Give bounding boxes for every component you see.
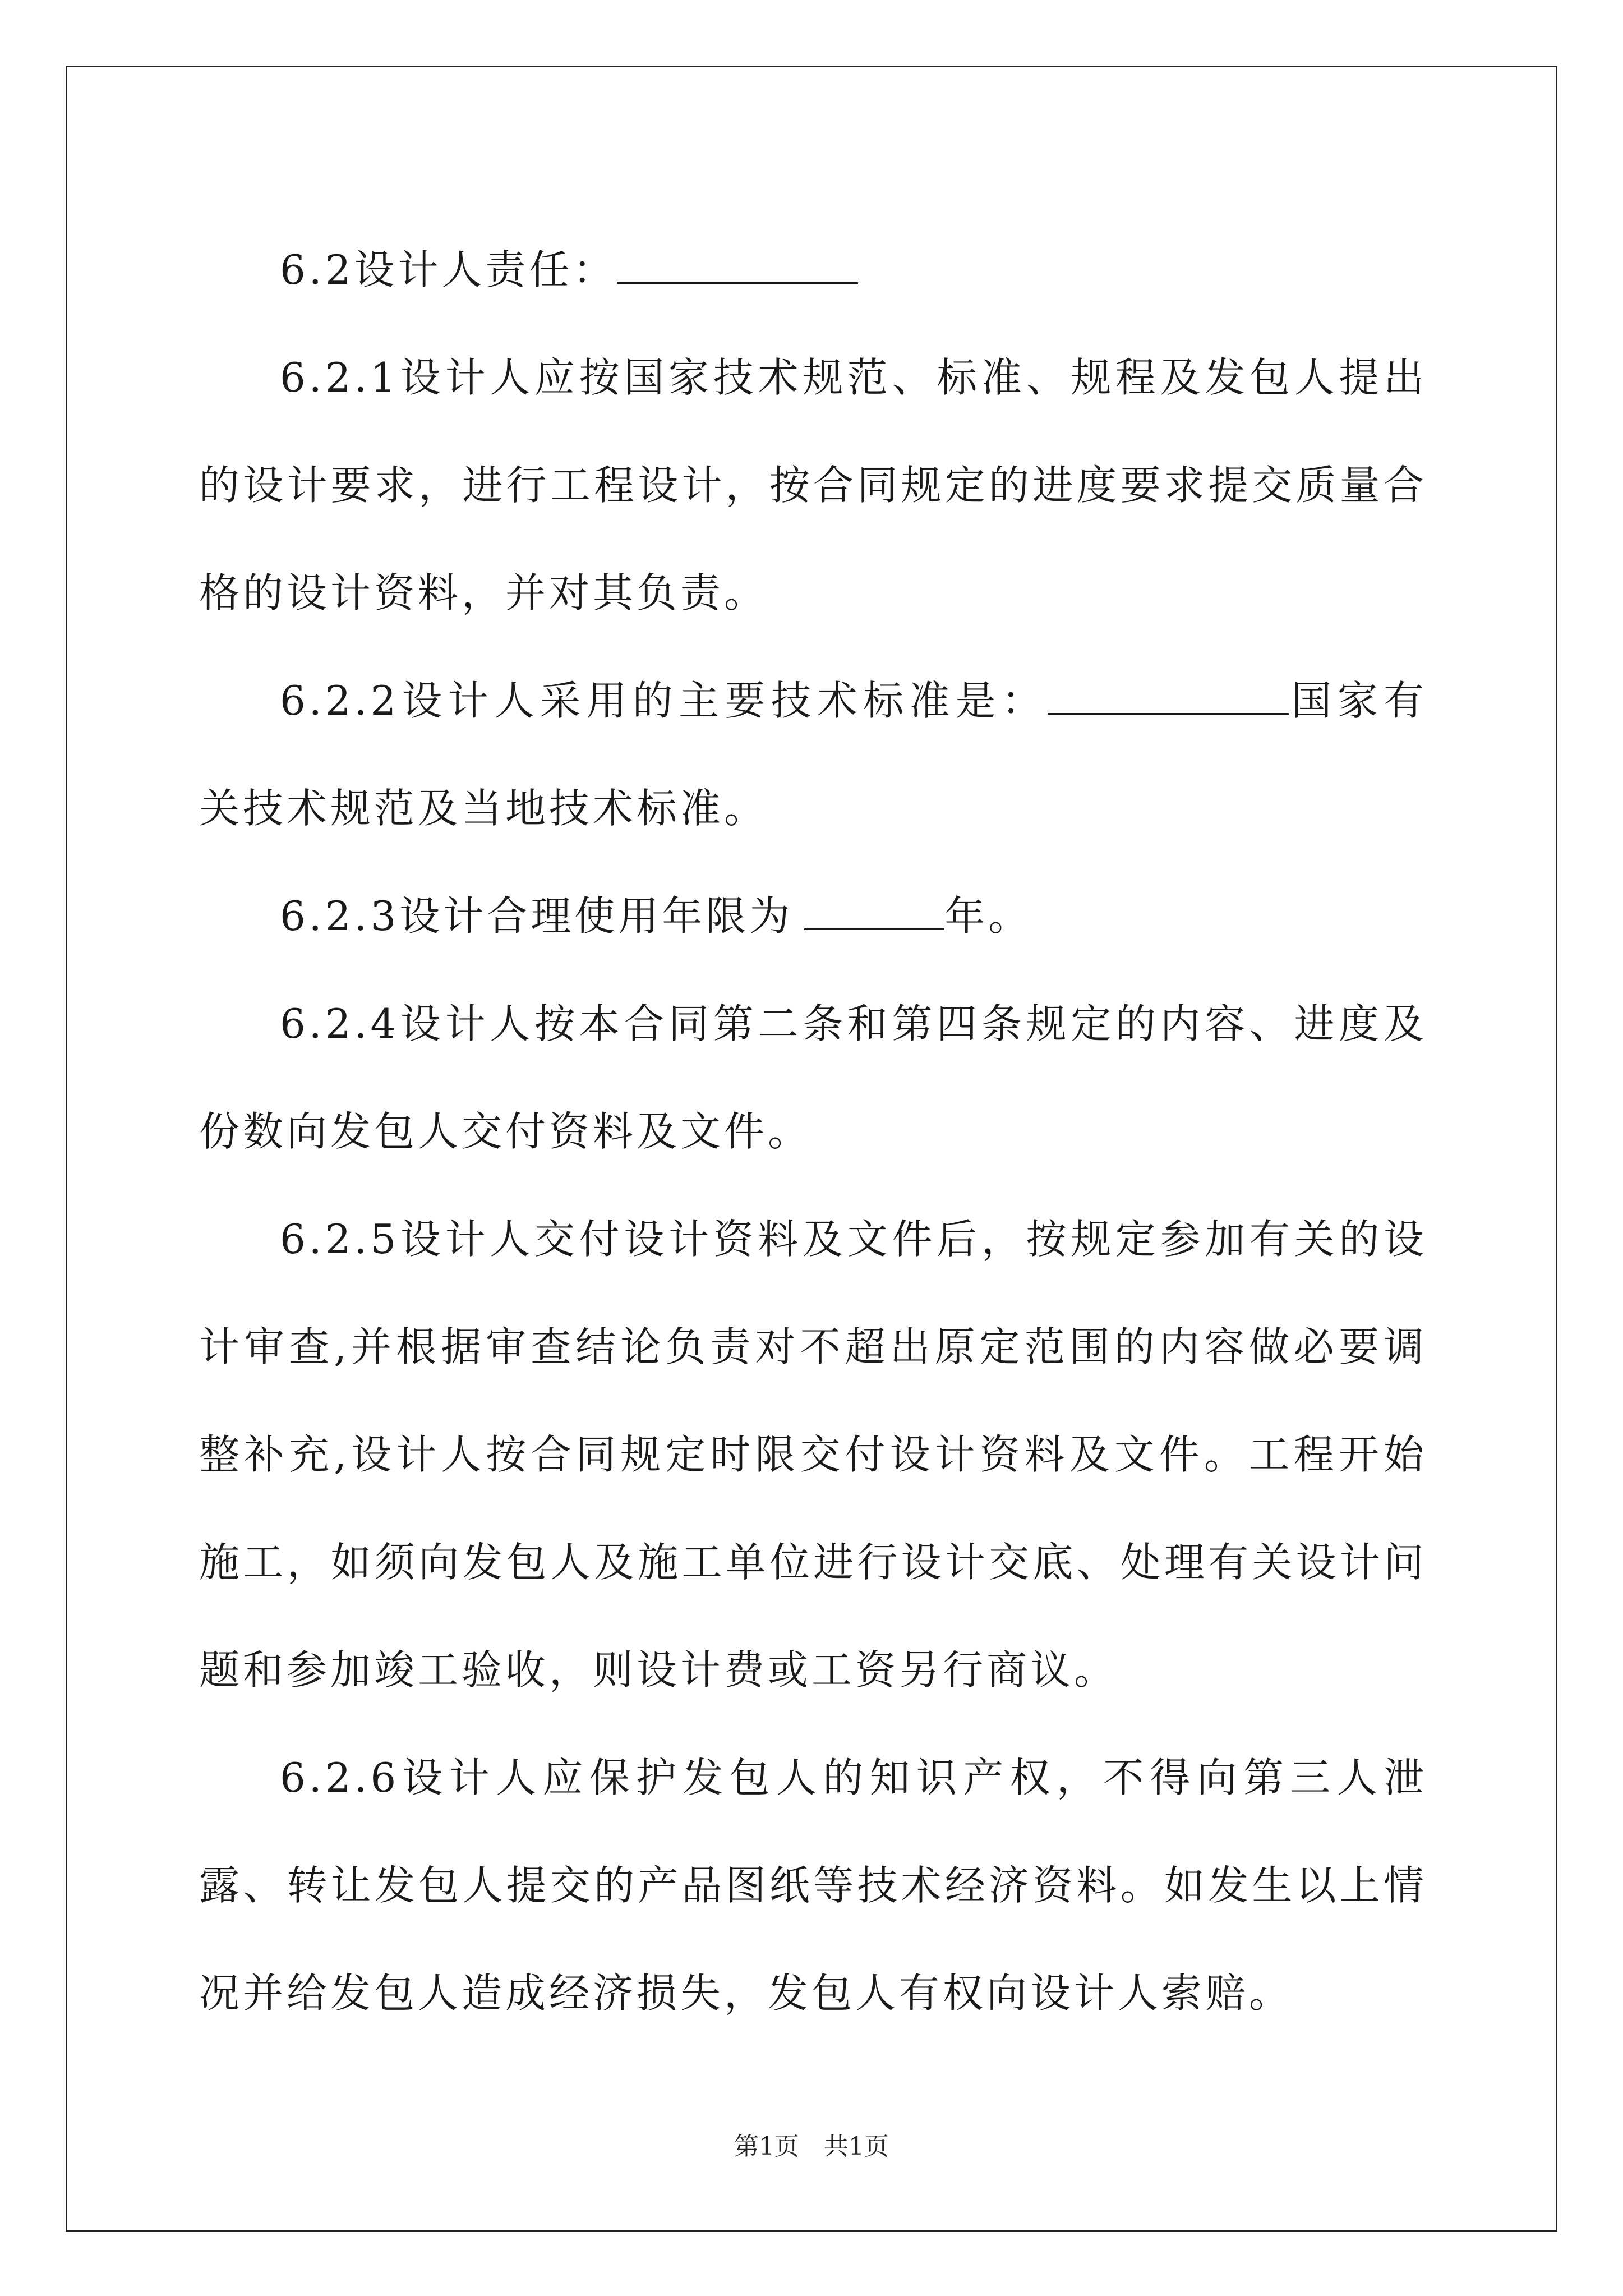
page-number-footer: 第1页 共1页 (734, 2132, 889, 2161)
clause-6-2-1-text: 6.2.1设计人应按国家技术规范、标准、规程及发包人提出的设计要求，进行工程设计，按合同规定的进度要求提交质量合格的设计资料，并对其负责。 (199, 354, 1427, 616)
clause-6-2-3-text-before: 6.2.3设计合理使用年限为 (280, 892, 794, 940)
fill-in-blank (804, 895, 944, 930)
clause-6-2-5 (199, 1185, 1427, 1724)
clause-6-2-6 (199, 1724, 1427, 2047)
clause-6-2-3 (199, 862, 1427, 970)
clause-6-2-2-text-after: 国家有关技术规范及当地技术标准。 (199, 677, 1427, 832)
clause-6-2 (199, 216, 1427, 324)
clause-6-2-5-text: 6.2.5设计人交付设计资料及文件后，按规定参加有关的设计审查,并根据审查结论负责对不超出原定范围的内容做必要调整补充,设计人按合同规定时限交付设计资料及文件。工程开始施工，如须向发包人及施工单位进行设计交底、处理有关设计问题和参加竣工验收，则设计费或工资另行商议。 (199, 1216, 1427, 1694)
fill-in-blank (1048, 679, 1289, 715)
clause-6-2-4 (199, 970, 1427, 1185)
document-body (199, 216, 1427, 2047)
clause-6-2-6-text: 6.2.6设计人应保护发包人的知识产权，不得向第三人泄露、转让发包人提交的产品图纸等技术经济资料。如发生以上情况并给发包人造成经济损失，发包人有权向设计人索赔。 (199, 1754, 1427, 2017)
clause-6-2-2 (199, 647, 1427, 862)
clause-6-2-text: 6.2设计人责任： (280, 246, 617, 293)
clause-6-2-3-text-after: 年。 (944, 892, 1032, 940)
fill-in-blank (617, 249, 858, 284)
clause-6-2-4-text: 6.2.4设计人按本合同第二条和第四条规定的内容、进度及份数向发包人交付资料及文件。 (199, 1000, 1427, 1155)
clause-6-2-2-text-before: 6.2.2设计人采用的主要技术标准是： (280, 677, 1048, 724)
clause-6-2-1 (199, 324, 1427, 647)
